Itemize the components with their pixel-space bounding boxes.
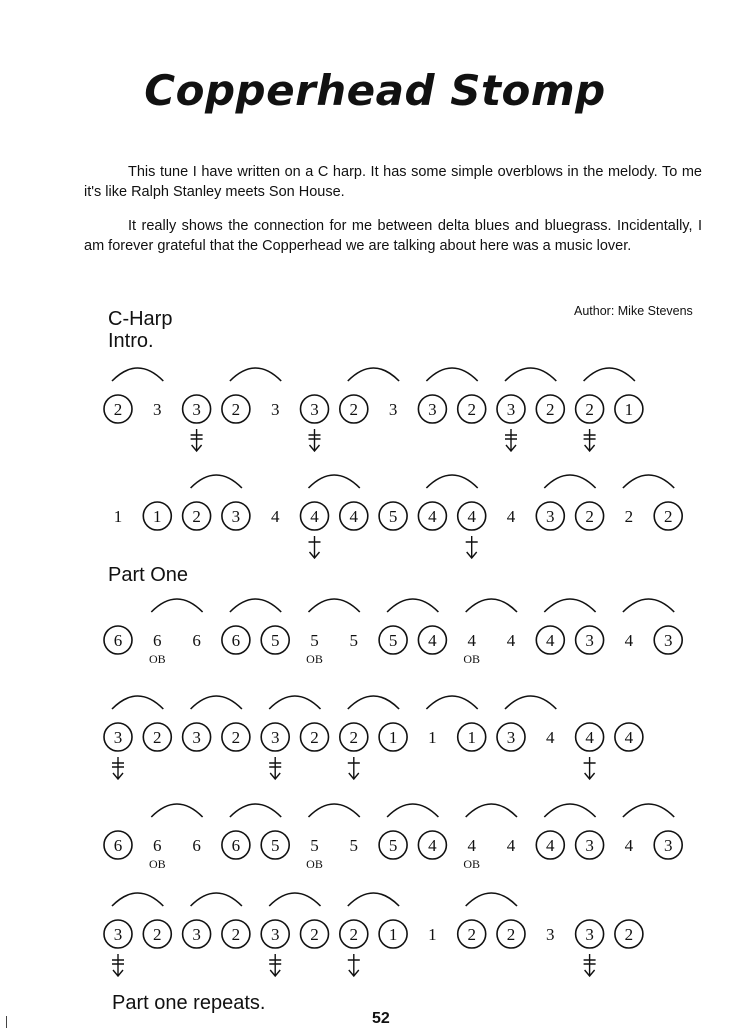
draw-note-hole: 3 (585, 836, 594, 855)
draw-note-hole: 3 (506, 400, 516, 419)
phrase-slur (348, 368, 399, 381)
draw-note-hole: 4 (310, 507, 319, 526)
draw-note-hole: 4 (546, 836, 555, 855)
draw-note-hole: 3 (663, 631, 673, 650)
phrase-slur (112, 893, 163, 906)
intro-label: Intro. (108, 330, 154, 352)
phrase-slur (309, 599, 360, 612)
draw-note-hole: 2 (192, 507, 201, 526)
draw-note-hole: 2 (153, 728, 162, 747)
draw-note-hole: 4 (428, 631, 437, 650)
draw-note-hole: 5 (388, 507, 398, 526)
overblow-mark: OB (306, 652, 323, 666)
blow-note-hole: 3 (388, 400, 398, 419)
phrase-slur (544, 599, 595, 612)
phrase-slur (466, 893, 517, 906)
draw-note-hole: 6 (113, 631, 123, 650)
phrase-slur (466, 804, 517, 817)
draw-note-hole: 3 (113, 925, 123, 944)
phrase-slur (466, 599, 517, 612)
blow-note-hole: 6 (153, 631, 162, 650)
phrase-slur (623, 804, 674, 817)
draw-note-hole: 5 (270, 836, 280, 855)
blow-note-hole: 4 (467, 631, 476, 650)
phrase-slur (230, 368, 281, 381)
phrase-slur (191, 696, 242, 709)
draw-note-hole: 4 (428, 507, 437, 526)
intro-line-1 (104, 368, 643, 451)
phrase-slur (584, 368, 635, 381)
draw-note-hole: 1 (388, 925, 398, 944)
phrase-slur (623, 599, 674, 612)
draw-note-hole: 6 (113, 836, 123, 855)
author-credit: Author: Mike Stevens (574, 304, 693, 318)
phrase-slur (426, 696, 477, 709)
phrase-slur (112, 696, 163, 709)
blow-note-hole: 3 (153, 400, 162, 419)
overblow-mark: OB (148, 652, 166, 666)
overblow-mark: OB (463, 652, 481, 666)
phrase-slur (544, 475, 595, 488)
harp-key-label: C-Harp (108, 308, 173, 330)
intro-paragraph-1-text: This tune I have written on a C harp. It has some simple overblows in the melody. To me it's like Ralph Stanley meets Son House. (84, 164, 702, 200)
blow-note-hole: 4 (624, 631, 634, 650)
blow-note-hole: 5 (310, 836, 319, 855)
blow-note-hole: 4 (506, 836, 516, 855)
phrase-slur (112, 368, 163, 381)
repeat-label: Part one repeats. (112, 992, 266, 1014)
draw-note-hole: 2 (624, 925, 634, 944)
draw-note-hole: 2 (663, 507, 673, 526)
phrase-slur (269, 696, 320, 709)
draw-note-hole: 5 (388, 836, 398, 855)
phrase-slur (309, 804, 360, 817)
half-step-bend-arrow-icon (584, 757, 596, 779)
blow-note-hole: 6 (153, 836, 162, 855)
draw-note-hole: 4 (624, 728, 634, 747)
part-one-line-4 (104, 893, 643, 976)
draw-note-hole: 3 (192, 925, 201, 944)
phrase-slur (230, 599, 281, 612)
half-step-bend-arrow-icon (348, 954, 360, 976)
full-step-bend-arrow-icon (112, 954, 124, 976)
blow-note-hole: 6 (192, 836, 201, 855)
full-step-bend-arrow-icon (191, 429, 203, 451)
draw-note-hole: 3 (310, 400, 319, 419)
draw-note-hole: 3 (506, 728, 516, 747)
full-step-bend-arrow-icon (309, 429, 321, 451)
draw-note-hole: 2 (231, 925, 241, 944)
blow-note-hole: 1 (428, 728, 437, 747)
page-title: Copperhead Stomp (144, 66, 606, 115)
part-one-line-1 (104, 599, 682, 666)
scan-edge-mark (6, 1016, 7, 1028)
phrase-slur (505, 696, 556, 709)
part-one-line-2 (104, 696, 643, 779)
blow-note-hole: 1 (428, 925, 437, 944)
draw-note-hole: 2 (585, 400, 594, 419)
phrase-slur (505, 368, 556, 381)
full-step-bend-arrow-icon (269, 954, 281, 976)
overblow-mark: OB (463, 857, 481, 871)
phrase-slur (191, 475, 242, 488)
phrase-slur (387, 804, 438, 817)
phrase-slur (426, 368, 477, 381)
draw-note-hole: 2 (467, 400, 476, 419)
draw-note-hole: 6 (231, 631, 241, 650)
blow-note-hole: 4 (467, 836, 476, 855)
phrase-slur (426, 475, 477, 488)
draw-note-hole: 5 (388, 631, 398, 650)
overblow-mark: OB (148, 857, 166, 871)
overblow-mark: OB (306, 857, 323, 871)
half-step-bend-arrow-icon (348, 757, 360, 779)
blow-note-hole: 4 (546, 728, 555, 747)
part-one-label: Part One (108, 564, 189, 586)
draw-note-hole: 3 (270, 925, 280, 944)
draw-note-hole: 3 (192, 400, 201, 419)
blow-note-hole: 4 (506, 631, 516, 650)
full-step-bend-arrow-icon (505, 429, 517, 451)
full-step-bend-arrow-icon (269, 757, 281, 779)
phrase-slur (387, 599, 438, 612)
intro-line-2 (114, 475, 682, 558)
phrase-slur (191, 893, 242, 906)
phrase-slur (309, 475, 360, 488)
draw-note-hole: 3 (546, 507, 555, 526)
half-step-bend-arrow-icon (309, 536, 321, 558)
full-step-bend-arrow-icon (584, 429, 596, 451)
blow-note-hole: 2 (624, 507, 634, 526)
blow-note-hole: 4 (506, 507, 516, 526)
phrase-slur (348, 696, 399, 709)
page-number: 52 (372, 1010, 390, 1027)
part-one-line-3 (104, 804, 682, 871)
draw-note-hole: 1 (624, 400, 634, 419)
draw-note-hole: 3 (113, 728, 123, 747)
draw-note-hole: 2 (153, 925, 162, 944)
draw-note-hole: 2 (546, 400, 555, 419)
phrase-slur (151, 804, 202, 817)
draw-note-hole: 2 (349, 728, 359, 747)
draw-note-hole: 4 (349, 507, 359, 526)
draw-note-hole: 2 (310, 925, 319, 944)
half-step-bend-arrow-icon (466, 536, 478, 558)
draw-note-hole: 4 (546, 631, 555, 650)
blow-note-hole: 5 (310, 631, 319, 650)
draw-note-hole: 3 (663, 836, 673, 855)
draw-note-hole: 1 (388, 728, 398, 747)
draw-note-hole: 3 (585, 631, 594, 650)
blow-note-hole: 3 (546, 925, 555, 944)
draw-note-hole: 4 (585, 728, 594, 747)
blow-note-hole: 4 (270, 507, 280, 526)
draw-note-hole: 2 (585, 507, 594, 526)
full-step-bend-arrow-icon (112, 757, 124, 779)
phrase-slur (230, 804, 281, 817)
draw-note-hole: 1 (153, 507, 162, 526)
phrase-slur (348, 893, 399, 906)
phrase-slur (269, 893, 320, 906)
draw-note-hole: 3 (585, 925, 594, 944)
full-step-bend-arrow-icon (584, 954, 596, 976)
draw-note-hole: 2 (506, 925, 516, 944)
draw-note-hole: 2 (349, 400, 359, 419)
draw-note-hole: 4 (428, 836, 437, 855)
draw-note-hole: 2 (349, 925, 359, 944)
draw-note-hole: 2 (113, 400, 123, 419)
draw-note-hole: 3 (192, 728, 201, 747)
phrase-slur (151, 599, 202, 612)
draw-note-hole: 3 (270, 728, 280, 747)
draw-note-hole: 2 (231, 400, 241, 419)
draw-note-hole: 2 (467, 925, 476, 944)
phrase-slur (623, 475, 674, 488)
blow-note-hole: 5 (349, 631, 359, 650)
draw-note-hole: 6 (231, 836, 241, 855)
intro-paragraph-2-text: It really shows the connection for me between delta blues and bluegrass. Incidentally, I am forever grateful that the Copperhead we are talking about here was a music lover. (84, 218, 702, 254)
draw-note-hole: 5 (270, 631, 280, 650)
blow-note-hole: 5 (349, 836, 359, 855)
draw-note-hole: 1 (467, 728, 476, 747)
blow-note-hole: 3 (270, 400, 280, 419)
draw-note-hole: 4 (467, 507, 476, 526)
phrase-slur (544, 804, 595, 817)
draw-note-hole: 3 (428, 400, 437, 419)
draw-note-hole: 3 (231, 507, 241, 526)
blow-note-hole: 4 (624, 836, 634, 855)
draw-note-hole: 2 (310, 728, 319, 747)
blow-note-hole: 1 (113, 507, 123, 526)
draw-note-hole: 2 (231, 728, 241, 747)
blow-note-hole: 6 (192, 631, 201, 650)
